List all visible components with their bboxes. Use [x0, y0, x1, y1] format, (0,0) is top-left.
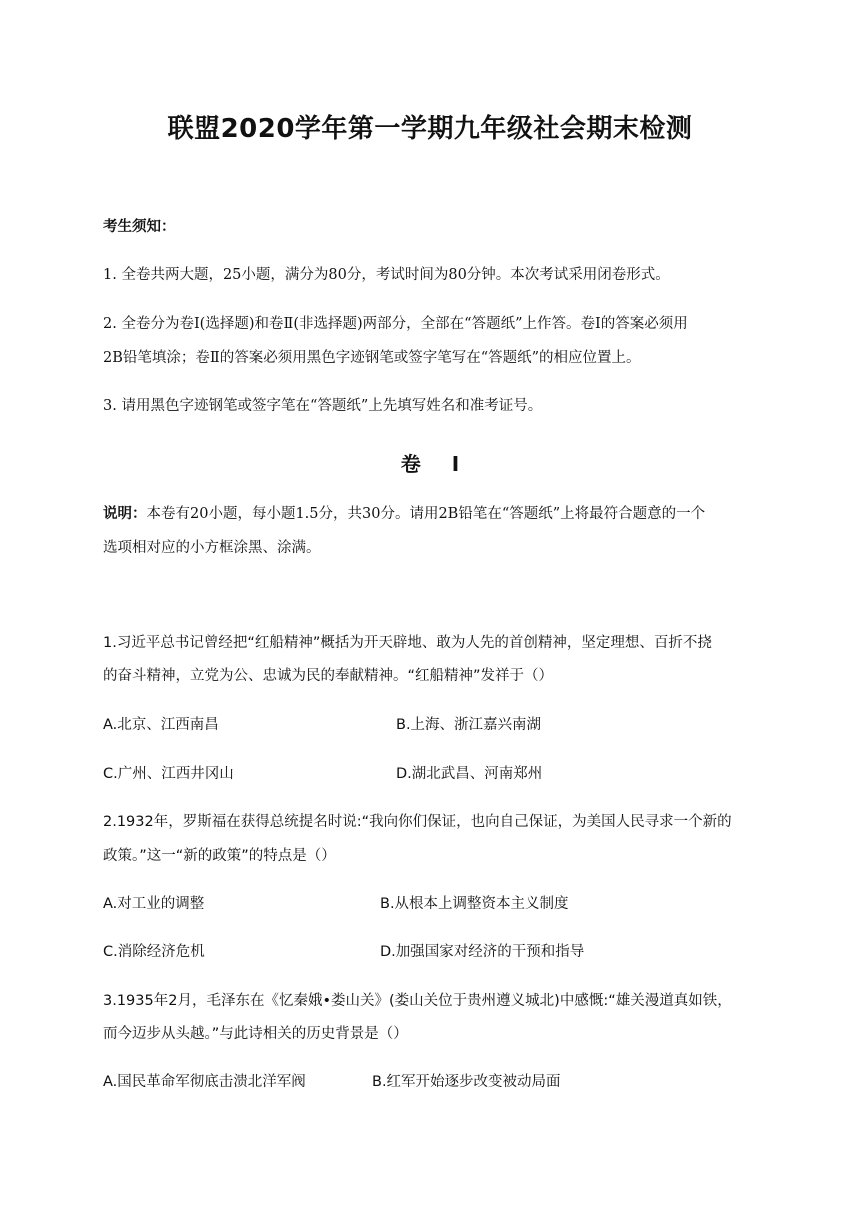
question-1-stem-line-1: 1.习近平总书记曾经把“红船精神”概括为开天辟地、敢为人先的首创精神，坚定理想、百折不挠: [103, 635, 712, 651]
question-1-option-c: C.广州、江西井冈山: [103, 766, 234, 782]
instructions-line-1: [103, 503, 763, 525]
instructions-text: 本卷有20小题，每小题1.5分，共30分。请用2B铅笔在“答题纸”上将最符合题意的一个: [146, 506, 706, 522]
instructions-line-2: 选项相对应的小方框涂黑、涂满。: [103, 540, 321, 556]
notice-item: 2B铅笔填涂；卷Ⅱ的答案必须用黑色字迹钢笔或签字笔写在“答题纸”的相应位置上。: [103, 350, 641, 366]
question-3-stem-line-1: 3.1935年2月，毛泽东在《忆秦娥•娄山关》(娄山关位于贵州遵义城北)中感慨:“雄关漫道真如铁，: [103, 993, 732, 1009]
question-1-option-d: D.湖北武昌、河南郑州: [396, 766, 543, 782]
question-1-option-a: A.北京、江西南昌: [103, 717, 219, 733]
question-2-option-a: A.对工业的调整: [103, 896, 205, 912]
question-2-stem-line-1: 2.1932年，罗斯福在获得总统提名时说:“我向你们保证，也向自己保证，为美国人民寻求一个新的: [103, 814, 732, 830]
question-3-option-b: B.红军开始逐步改变被动局面: [372, 1074, 561, 1090]
notice-item: 1. 全卷共两大题，25小题，满分为80分，考试时间为80分钟。本次考试采用闭卷形式。: [103, 267, 670, 283]
section-heading: 卷 Ⅰ: [400, 452, 460, 476]
question-1-stem-line-2: 的奋斗精神，立党为公、忠诚为民的奉献精神。“红船精神”发祥于（）: [103, 668, 554, 684]
notice-item: 3. 请用黑色字迹钢笔或签字笔在“答题纸”上先填写姓名和准考证号。: [103, 398, 543, 414]
question-1-option-b: B.上海、浙江嘉兴南湖: [396, 717, 542, 733]
question-2-option-c: C.消除经济危机: [103, 944, 205, 960]
question-2-option-b: B.从根本上调整资本主义制度: [380, 896, 569, 912]
question-2-stem-line-2: 政策。”这一“新的政策”的特点是（）: [103, 848, 336, 864]
question-3-option-a: A.国民革命军彻底击溃北洋军阀: [103, 1074, 306, 1090]
notice-item: 2. 全卷分为卷Ⅰ(选择题)和卷Ⅱ(非选择题)两部分，全部在“答题纸”上作答。卷Ⅰ的答案必须用: [103, 316, 688, 332]
page-title: 联盟2020学年第一学期九年级社会期末检测: [167, 114, 693, 144]
instructions-label: 说明：: [103, 506, 147, 522]
notice-heading: 考生须知：: [103, 219, 176, 235]
question-2-option-d: D.加强国家对经济的干预和指导: [380, 944, 585, 960]
question-3-stem-line-2: 而今迈步从头越。”与此诗相关的历史背景是（）: [103, 1026, 408, 1042]
